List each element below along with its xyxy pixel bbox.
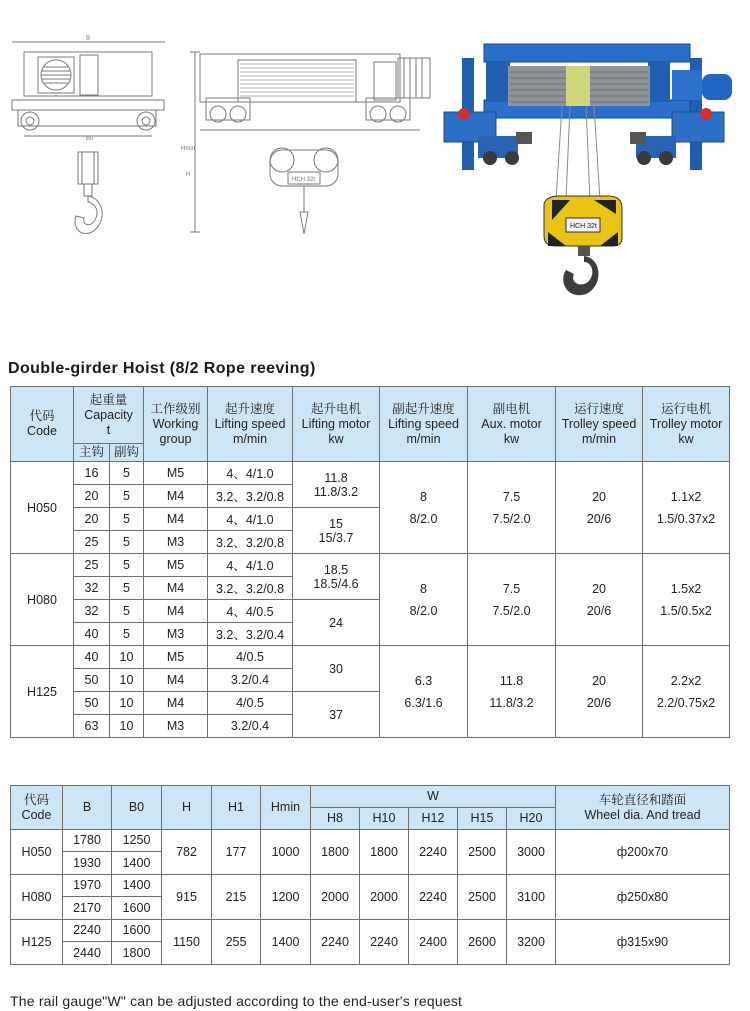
main-hook-cell: 32 xyxy=(74,600,110,623)
col-header-wheel: 车轮直径和踏面 Wheel dia. And tread xyxy=(556,786,730,830)
dim-hmin-label: Hmin xyxy=(181,146,196,152)
col-header-h8: H8 xyxy=(311,808,360,830)
working-group-cell: M3 xyxy=(144,531,208,554)
wheel-cell: ф200x70 xyxy=(556,830,730,875)
col-header-lifting-speed: 起升速度 Lifting speed m/min xyxy=(208,387,293,462)
hoist-photo xyxy=(444,44,732,295)
b-cell: 1970 2170 xyxy=(63,875,112,920)
h1-cell: 215 xyxy=(212,875,261,920)
col-header-code: 代码 Code xyxy=(11,387,74,462)
w-h8-cell: 2240 xyxy=(311,920,360,965)
code-cell: H050 xyxy=(11,830,63,875)
col-header-w: W xyxy=(311,786,556,808)
col-header-lifting-motor: 起升电机 Lifting motor kw xyxy=(293,387,380,462)
main-hook-cell: 50 xyxy=(74,692,110,715)
drawing-hook-label: HCH 32t xyxy=(292,177,316,183)
lifting-speed-cell: 3.2、3.2/0.8 xyxy=(208,531,293,554)
main-hook-cell: 20 xyxy=(74,508,110,531)
dim-b0-label: B0 xyxy=(86,136,94,142)
working-group-cell: M4 xyxy=(144,508,208,531)
working-group-cell: M4 xyxy=(144,692,208,715)
main-hook-cell: 25 xyxy=(74,531,110,554)
table-row xyxy=(11,554,730,577)
lifting-speed-cell: 4、4/1.0 xyxy=(208,462,293,485)
lifting-speed-cell: 4/0.5 xyxy=(208,646,293,669)
table-row xyxy=(11,830,730,875)
working-group-cell: M4 xyxy=(144,485,208,508)
aux-hook-cell: 10 xyxy=(110,646,144,669)
working-group-cell: M4 xyxy=(144,577,208,600)
aux-hook-cell: 5 xyxy=(110,600,144,623)
lifting-motor-cell: 15 15/3.7 xyxy=(293,508,380,554)
col-header-h20: H20 xyxy=(507,808,556,830)
lifting-speed-cell: 4、4/1.0 xyxy=(208,508,293,531)
side-view-drawing xyxy=(181,52,430,234)
w-h12-cell: 2240 xyxy=(409,830,458,875)
w-h15-cell: 2500 xyxy=(458,875,507,920)
hmin-cell: 1200 xyxy=(261,875,311,920)
section-title: Double-girder Hoist (8/2 Rope reeving) xyxy=(8,360,316,377)
w-h10-cell: 1800 xyxy=(360,830,409,875)
main-hook-cell: 50 xyxy=(74,669,110,692)
main-hook-cell: 25 xyxy=(74,554,110,577)
col-header-main-hook: 主钩 xyxy=(74,444,110,462)
w-h20-cell: 3000 xyxy=(507,830,556,875)
w-h20-cell: 3100 xyxy=(507,875,556,920)
h1-cell: 177 xyxy=(212,830,261,875)
working-group-cell: M5 xyxy=(144,646,208,669)
trolley-motor-cell: 2.2x2 2.2/0.75x2 xyxy=(643,646,730,738)
main-hook-cell: 63 xyxy=(74,715,110,738)
aux-hook-cell: 5 xyxy=(110,623,144,646)
working-group-cell: M3 xyxy=(144,623,208,646)
table-row xyxy=(11,462,730,485)
working-group-cell: M5 xyxy=(144,462,208,485)
b0-cell: 1600 1800 xyxy=(112,920,162,965)
aux-hook-cell: 10 xyxy=(110,669,144,692)
aux-hook-cell: 10 xyxy=(110,692,144,715)
w-h12-cell: 2400 xyxy=(409,920,458,965)
b-cell: 1780 1930 xyxy=(63,830,112,875)
code-cell: H080 xyxy=(11,875,63,920)
code-cell: H125 xyxy=(11,920,63,965)
aux-hook-cell: 5 xyxy=(110,508,144,531)
w-h15-cell: 2600 xyxy=(458,920,507,965)
wheel-cell: ф250x80 xyxy=(556,875,730,920)
trolley-motor-cell: 1.5x2 1.5/0.5x2 xyxy=(643,554,730,646)
w-h15-cell: 2500 xyxy=(458,830,507,875)
col-header-b: B xyxy=(63,786,112,830)
hmin-cell: 1000 xyxy=(261,830,311,875)
spec-table-dimensions xyxy=(10,785,730,965)
trolley-speed-cell: 20 20/6 xyxy=(556,554,643,646)
aux-hook-cell: 10 xyxy=(110,715,144,738)
lifting-motor-cell: 37 xyxy=(293,692,380,738)
aux-speed-cell: 8 8/2.0 xyxy=(380,462,468,554)
col-header-working-group: 工作级别 Working group xyxy=(144,387,208,462)
aux-motor-cell: 7.5 7.5/2.0 xyxy=(468,554,556,646)
footnote: The rail gauge"W" can be adjusted according to the end-user's request xyxy=(10,993,463,1009)
col-header-trolley-motor: 运行电机 Trolley motor kw xyxy=(643,387,730,462)
col-header-aux-hook: 副钩 xyxy=(110,444,144,462)
h-cell: 1150 xyxy=(162,920,212,965)
lifting-speed-cell: 4、4/0.5 xyxy=(208,600,293,623)
col-header-h15: H15 xyxy=(458,808,507,830)
col-header-h: H xyxy=(162,786,212,830)
aux-hook-cell: 5 xyxy=(110,577,144,600)
col-header-h1: H1 xyxy=(212,786,261,830)
w-h8-cell: 1800 xyxy=(311,830,360,875)
aux-hook-cell: 5 xyxy=(110,531,144,554)
main-hook-cell: 32 xyxy=(74,577,110,600)
dim-b-label: B xyxy=(86,36,91,42)
col-header-capacity: 起重量 Capacity t xyxy=(74,387,144,444)
w-h8-cell: 2000 xyxy=(311,875,360,920)
b0-cell: 1400 1600 xyxy=(112,875,162,920)
dim-h-label: H xyxy=(186,172,191,178)
table-row xyxy=(11,646,730,669)
lifting-motor-cell: 30 xyxy=(293,646,380,692)
col-header-aux-lifting-speed: 副起升速度 Lifting speed m/min xyxy=(380,387,468,462)
b-cell: 2240 2440 xyxy=(63,920,112,965)
lifting-speed-cell: 3.2、3.2/0.4 xyxy=(208,623,293,646)
aux-hook-cell: 5 xyxy=(110,462,144,485)
trolley-speed-cell: 20 20/6 xyxy=(556,462,643,554)
hoist-figures xyxy=(0,0,750,300)
col-header-b0: B0 xyxy=(112,786,162,830)
hmin-cell: 1400 xyxy=(261,920,311,965)
w-h12-cell: 2240 xyxy=(409,875,458,920)
lifting-speed-cell: 3.2、3.2/0.8 xyxy=(208,577,293,600)
col-header-aux-motor: 副电机 Aux. motor kw xyxy=(468,387,556,462)
col-header-hmin: Hmin xyxy=(261,786,311,830)
aux-motor-cell: 11.8 11.8/3.2 xyxy=(468,646,556,738)
h-cell: 915 xyxy=(162,875,212,920)
b0-cell: 1250 1400 xyxy=(112,830,162,875)
trolley-speed-cell: 20 20/6 xyxy=(556,646,643,738)
working-group-cell: M3 xyxy=(144,715,208,738)
col-header-h12: H12 xyxy=(409,808,458,830)
lifting-speed-cell: 3.2/0.4 xyxy=(208,715,293,738)
col-header-code: 代码 Code xyxy=(11,786,63,830)
table-row xyxy=(11,920,730,965)
working-group-cell: M4 xyxy=(144,669,208,692)
main-hook-cell: 20 xyxy=(74,485,110,508)
lifting-speed-cell: 4/0.5 xyxy=(208,692,293,715)
aux-hook-cell: 5 xyxy=(110,485,144,508)
wheel-cell: ф315x90 xyxy=(556,920,730,965)
aux-motor-cell: 7.5 7.5/2.0 xyxy=(468,462,556,554)
code-cell: H050 xyxy=(11,462,74,554)
w-h10-cell: 2240 xyxy=(360,920,409,965)
end-view-drawing xyxy=(12,36,165,234)
main-hook-cell: 40 xyxy=(74,623,110,646)
trolley-motor-cell: 1.1x2 1.5/0.37x2 xyxy=(643,462,730,554)
photo-hook-label: HCH 32t xyxy=(570,223,597,230)
aux-speed-cell: 8 8/2.0 xyxy=(380,554,468,646)
code-cell: H125 xyxy=(11,646,74,738)
lifting-speed-cell: 4、4/1.0 xyxy=(208,554,293,577)
main-hook-cell: 16 xyxy=(74,462,110,485)
lifting-speed-cell: 3.2/0.4 xyxy=(208,669,293,692)
w-h20-cell: 3200 xyxy=(507,920,556,965)
lifting-motor-cell: 11.8 11.8/3.2 xyxy=(293,462,380,508)
spec-table-performance xyxy=(10,386,730,738)
table-row xyxy=(11,875,730,920)
main-hook-cell: 40 xyxy=(74,646,110,669)
lifting-speed-cell: 3.2、3.2/0.8 xyxy=(208,485,293,508)
h1-cell: 255 xyxy=(212,920,261,965)
aux-speed-cell: 6.3 6.3/1.6 xyxy=(380,646,468,738)
col-header-h10: H10 xyxy=(360,808,409,830)
lifting-motor-cell: 24 xyxy=(293,600,380,646)
col-header-trolley-speed: 运行速度 Trolley speed m/min xyxy=(556,387,643,462)
working-group-cell: M5 xyxy=(144,554,208,577)
aux-hook-cell: 5 xyxy=(110,554,144,577)
lifting-motor-cell: 18.5 18.5/4.6 xyxy=(293,554,380,600)
code-cell: H080 xyxy=(11,554,74,646)
working-group-cell: M4 xyxy=(144,600,208,623)
h-cell: 782 xyxy=(162,830,212,875)
w-h10-cell: 2000 xyxy=(360,875,409,920)
